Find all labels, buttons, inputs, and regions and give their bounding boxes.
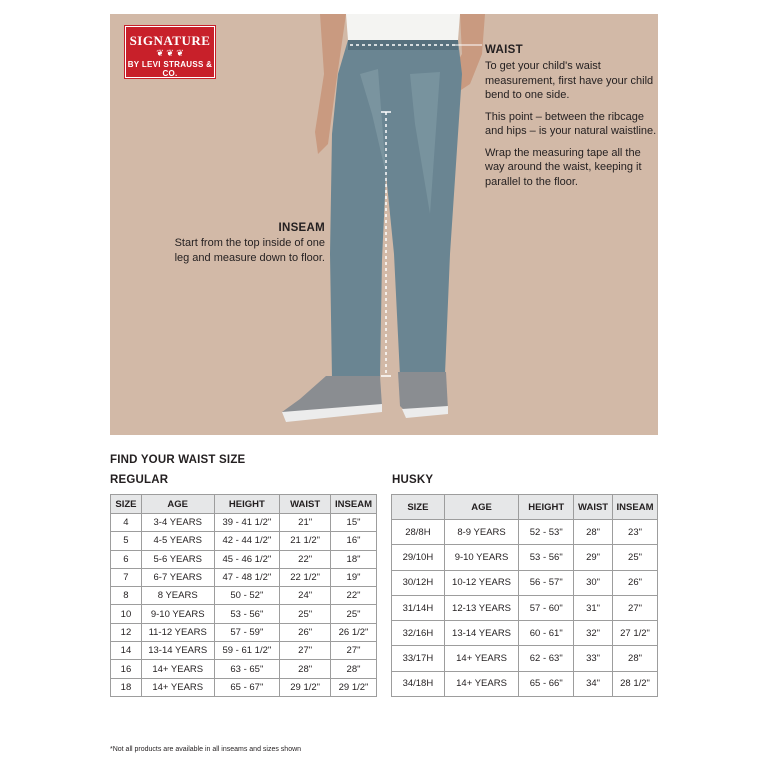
table-cell: 32/16H (392, 621, 445, 646)
table-cell: 53 - 56" (214, 605, 280, 623)
table-cell: 8-9 YEARS (444, 520, 519, 545)
table-cell: 59 - 61 1/2" (214, 642, 280, 660)
table-cell: 27" (613, 595, 658, 620)
table-cell: 28" (331, 660, 377, 678)
husky-title: HUSKY (392, 474, 434, 486)
waist-paragraph-2: This point – between the ribcage and hips – is your natural waistline. (485, 110, 657, 137)
table-cell: 10-12 YEARS (444, 570, 519, 595)
table-cell: 63 - 65" (214, 660, 280, 678)
table-cell: 21" (280, 514, 331, 532)
table-cell: 22 1/2" (280, 568, 331, 586)
husky-header-age: AGE (444, 495, 519, 520)
table-cell: 6 (111, 550, 142, 568)
table-cell: 14 (111, 642, 142, 660)
brand-logo (125, 26, 215, 78)
regular-size-table (110, 494, 377, 697)
table-cell: 28" (613, 646, 658, 671)
table-row (111, 568, 377, 586)
table-cell: 5-6 YEARS (141, 550, 214, 568)
table-cell: 57 - 60" (519, 595, 574, 620)
table-cell: 26" (280, 623, 331, 641)
husky-header-row (392, 495, 658, 520)
table-cell: 13-14 YEARS (444, 621, 519, 646)
table-row (392, 646, 658, 671)
table-cell: 65 - 67" (214, 678, 280, 696)
table-row (111, 550, 377, 568)
waist-instructions (485, 44, 658, 196)
table-cell: 56 - 57" (519, 570, 574, 595)
table-row (111, 514, 377, 532)
table-cell: 12-13 YEARS (444, 595, 519, 620)
table-cell: 22" (331, 587, 377, 605)
husky-header-height: HEIGHT (519, 495, 574, 520)
table-cell: 47 - 48 1/2" (214, 568, 280, 586)
table-cell: 28" (280, 660, 331, 678)
table-cell: 23" (613, 520, 658, 545)
table-cell: 31/14H (392, 595, 445, 620)
husky-header-size: SIZE (392, 495, 445, 520)
table-row (111, 678, 377, 696)
waist-paragraph-3: Wrap the measuring tape all the way around the waist, keeping it parallel to the floor. (485, 146, 642, 188)
model-photo-panel (110, 14, 658, 435)
table-cell: 9-10 YEARS (141, 605, 214, 623)
table-cell: 10 (111, 605, 142, 623)
table-cell: 25" (280, 605, 331, 623)
regular-header-height: HEIGHT (214, 495, 280, 514)
table-row (111, 660, 377, 678)
table-cell: 29 1/2" (331, 678, 377, 696)
regular-header-size: SIZE (111, 495, 142, 514)
table-cell: 25" (331, 605, 377, 623)
table-cell: 65 - 66" (519, 671, 574, 696)
table-cell: 13-14 YEARS (141, 642, 214, 660)
table-cell: 50 - 52" (214, 587, 280, 605)
table-cell: 27" (280, 642, 331, 660)
table-cell: 6-7 YEARS (141, 568, 214, 586)
table-cell: 29 1/2" (280, 678, 331, 696)
table-row (111, 587, 377, 605)
table-cell: 27" (331, 642, 377, 660)
table-cell: 31" (574, 595, 613, 620)
table-cell: 62 - 63" (519, 646, 574, 671)
table-cell: 32" (574, 621, 613, 646)
husky-size-table (391, 494, 658, 697)
table-cell: 8 (111, 587, 142, 605)
table-row (392, 570, 658, 595)
table-cell: 21 1/2" (280, 532, 331, 550)
table-row (392, 621, 658, 646)
table-cell: 18 (111, 678, 142, 696)
table-cell: 28" (574, 520, 613, 545)
table-cell: 27 1/2" (613, 621, 658, 646)
table-cell: 45 - 46 1/2" (214, 550, 280, 568)
inseam-paragraph: Start from the top inside of one leg and measure down to floor. (174, 237, 325, 264)
table-row (392, 671, 658, 696)
table-cell: 28 1/2" (613, 671, 658, 696)
waist-paragraph-1: To get your child's waist measurement, first have your child bend to one side. (485, 60, 654, 101)
table-cell: 26" (613, 570, 658, 595)
table-cell: 16" (331, 532, 377, 550)
husky-header-waist: WAIST (574, 495, 613, 520)
table-cell: 57 - 59" (214, 623, 280, 641)
table-cell: 22" (280, 550, 331, 568)
table-cell: 33/17H (392, 646, 445, 671)
regular-header-age: AGE (141, 495, 214, 514)
availability-footnote: *Not all products are available in all inseams and sizes shown (110, 746, 302, 753)
table-cell: 29" (574, 545, 613, 570)
table-cell: 60 - 61" (519, 621, 574, 646)
table-cell: 30/12H (392, 570, 445, 595)
table-cell: 28/8H (392, 520, 445, 545)
table-row (111, 642, 377, 660)
table-cell: 42 - 44 1/2" (214, 532, 280, 550)
find-waist-size-title: FIND YOUR WAIST SIZE (110, 454, 246, 466)
inseam-instructions (170, 222, 325, 265)
logo-ornament: ❦ ❦ ❦ (156, 48, 184, 58)
table-row (111, 532, 377, 550)
table-row (392, 520, 658, 545)
table-cell: 34" (574, 671, 613, 696)
regular-header-row (111, 495, 377, 514)
logo-line2: BY LEVI STRAUSS & CO. (127, 60, 213, 78)
regular-header-waist: WAIST (280, 495, 331, 514)
inseam-title: INSEAM (278, 222, 325, 234)
table-cell: 5 (111, 532, 142, 550)
table-cell: 7 (111, 568, 142, 586)
table-cell: 9-10 YEARS (444, 545, 519, 570)
husky-header-inseam: INSEAM (613, 495, 658, 520)
table-cell: 14+ YEARS (141, 678, 214, 696)
table-cell: 11-12 YEARS (141, 623, 214, 641)
regular-header-inseam: INSEAM (331, 495, 377, 514)
table-row (392, 595, 658, 620)
table-cell: 18" (331, 550, 377, 568)
table-cell: 12 (111, 623, 142, 641)
table-cell: 24" (280, 587, 331, 605)
regular-title: REGULAR (110, 474, 169, 486)
table-cell: 26 1/2" (331, 623, 377, 641)
table-cell: 34/18H (392, 671, 445, 696)
table-cell: 3-4 YEARS (141, 514, 214, 532)
logo-line1: SIGNATURE (129, 33, 211, 48)
table-cell: 19" (331, 568, 377, 586)
table-row (111, 605, 377, 623)
table-cell: 15" (331, 514, 377, 532)
table-cell: 14+ YEARS (141, 660, 214, 678)
table-cell: 25" (613, 545, 658, 570)
table-cell: 33" (574, 646, 613, 671)
table-cell: 39 - 41 1/2" (214, 514, 280, 532)
table-cell: 53 - 56" (519, 545, 574, 570)
table-cell: 4-5 YEARS (141, 532, 214, 550)
table-cell: 16 (111, 660, 142, 678)
table-row (392, 545, 658, 570)
table-cell: 14+ YEARS (444, 646, 519, 671)
waist-title: WAIST (485, 44, 523, 56)
table-cell: 52 - 53" (519, 520, 574, 545)
table-row (111, 623, 377, 641)
table-cell: 14+ YEARS (444, 671, 519, 696)
table-cell: 29/10H (392, 545, 445, 570)
table-cell: 8 YEARS (141, 587, 214, 605)
table-cell: 30" (574, 570, 613, 595)
table-cell: 4 (111, 514, 142, 532)
